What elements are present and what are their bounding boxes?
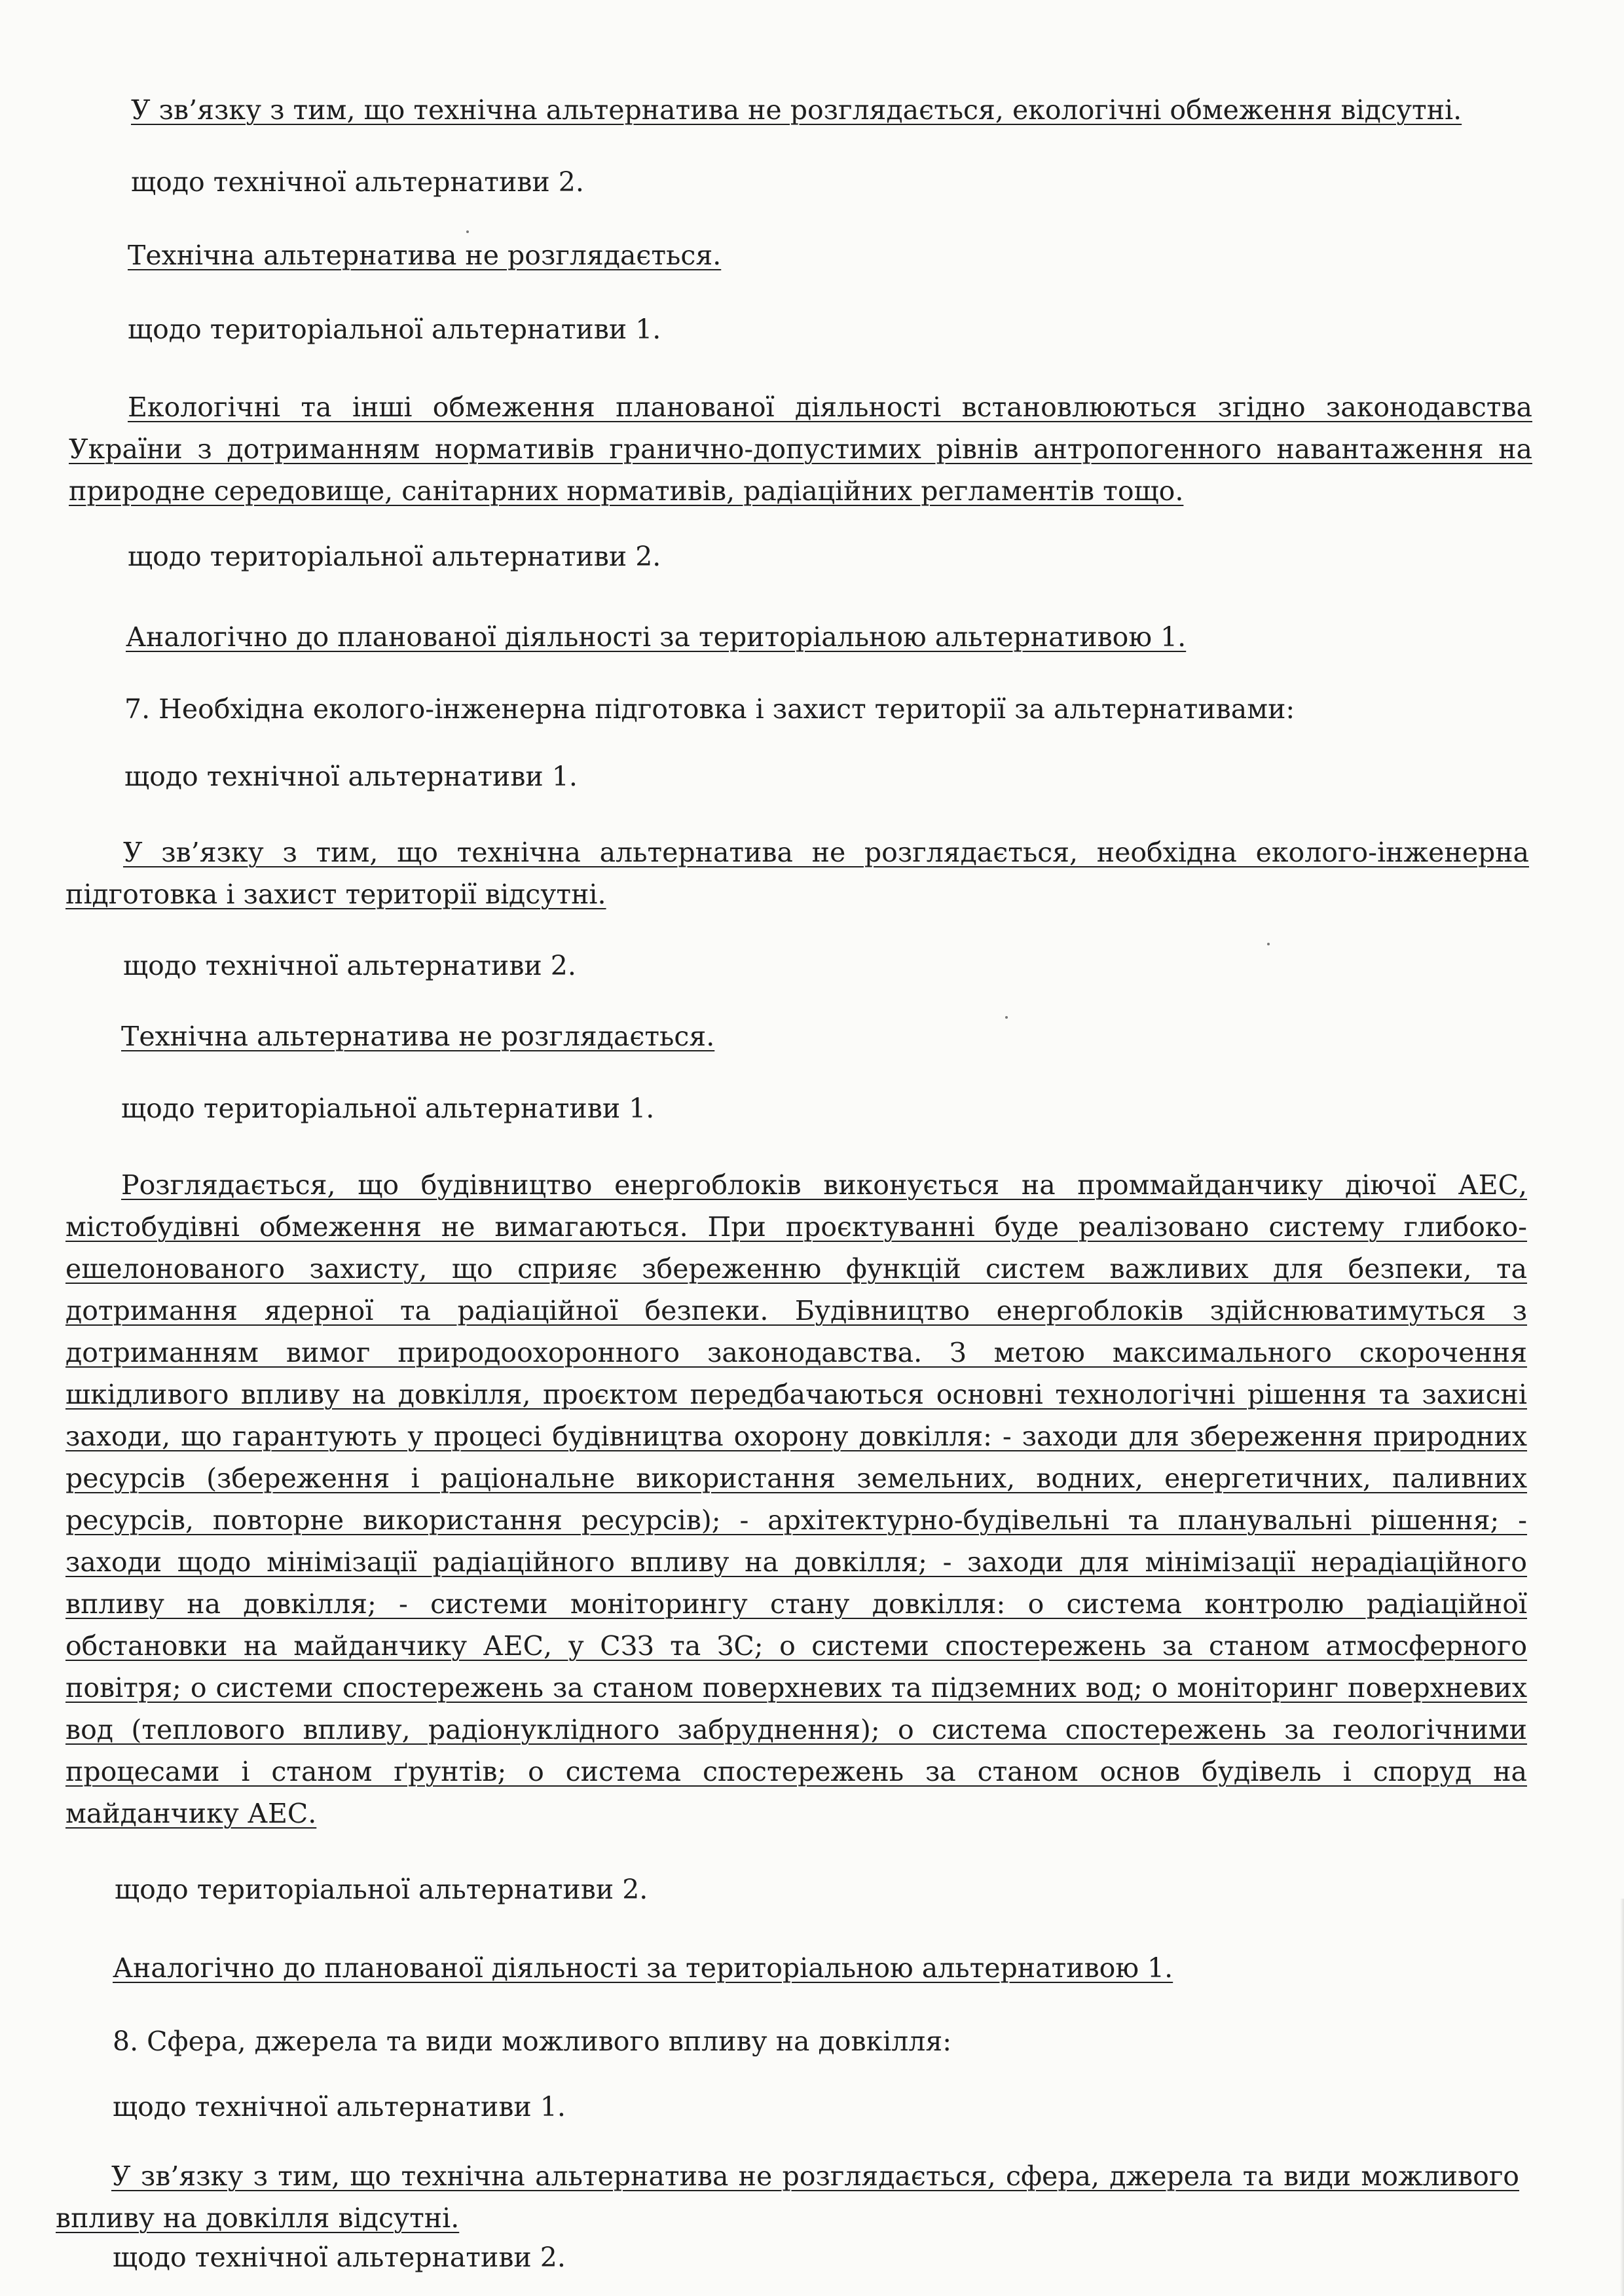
label-technical-alternative-1: щодо технічної альтернативи 1.: [113, 2091, 566, 2123]
scan-edge-shadow: [1620, 1899, 1624, 2296]
label-technical-alternative-2: щодо технічної альтернативи 2.: [123, 950, 576, 981]
paragraph-ecological-restrictions: Екологічні та інші обмеження планованої діяльності встановлюються згідно законодавства України з дотриманням нормативів гранично-допустимих рівнів антропогенного навантаження на природне середовище, санітарних нормативів, радіаційних регламентів тощо.: [69, 392, 1532, 507]
paragraph-engineering-preparation-absent: У зв’язку з тим, що технічна альтернатива не розглядається, необхідна еколого-інженерна підготовка і захист території відсутні.: [65, 837, 1529, 910]
label-technical-alternative-2: щодо технічної альтернативи 2.: [131, 166, 584, 198]
scan-speck: [1267, 943, 1270, 945]
label-territorial-alternative-1: щодо територіальної альтернативи 1.: [128, 314, 661, 345]
label-technical-alternative-2: щодо технічної альтернативи 2.: [113, 2242, 566, 2273]
paragraph-impact-sources-absent: У зв’язку з тим, що технічна альтернатива не розглядається, сфера, джерела та види можливого впливу на довкілля відсутні.: [56, 2160, 1519, 2234]
scan-speck: [466, 230, 469, 233]
label-technical-alternative-1: щодо технічної альтернативи 1.: [124, 761, 578, 792]
statement-same-as-territorial-1: Аналогічно до планованої діяльності за територіальною альтернативою 1.: [113, 1952, 1173, 1984]
statement-same-as-territorial-1: Аналогічно до планованої діяльності за територіальною альтернативою 1.: [126, 621, 1187, 653]
label-territorial-alternative-2: щодо територіальної альтернативи 2.: [115, 1874, 648, 1905]
scan-speck: [1005, 1016, 1008, 1019]
label-territorial-alternative-1: щодо територіальної альтернативи 1.: [121, 1093, 655, 1124]
paragraph-construction-measures: Розглядається, що будівництво енергоблоків виконується на проммайданчику діючої АЕС, містобудівні обмеження не вимагаються. При проєктуванні буде реалізовано систему глибоко-ешелонованого захисту, що сприяє збереженню функцій систем важливих для безпеки, та дотримання ядерної та радіаційної безпеки. Будівництво енергоблоків здійснюватимуться з дотриманням вимог природоохоронного законодавства. З метою максимального скорочення шкідливого впливу на довкілля, проєктом передбачаються основні технологічні рішення та захисні заходи, що гарантують у процесі будівництва охорону довкілля: - заходи для збереження природних ресурсів (збереження і раціональне використання земельних, водних, енергетичних, паливних ресурсів, повторне використання ресурсів); - архітектурно-будівельні та планувальні рішення; - заходи щодо мінімізації радіаційного впливу на довкілля; - заходи для мінімізації нерадіаційного впливу на довкілля; - системи моніторингу стану довкілля: о система контролю радіаційної обстановки на майданчику АЕС, у СЗЗ та ЗС; о системи спостережень за станом атмосферного повітря; о системи спостережень за станом поверхневих та підземних вод; о моніторинг поверхневих вод (теплового впливу, радіонуклідного забруднення); о система спостережень за геологічними процесами і станом ґрунтів; о система спостережень за станом основ будівель і споруд на майданчику АЕС.: [65, 1169, 1527, 1829]
statement-technical-alternative-not-considered: Технічна альтернатива не розглядається.: [121, 1021, 715, 1052]
statement-ecological-restrictions-absent: У зв’язку з тим, що технічна альтернатива не розглядається, екологічні обмеження відсутні.: [131, 94, 1462, 126]
label-territorial-alternative-2: щодо територіальної альтернативи 2.: [128, 541, 661, 572]
section-7-heading: 7. Необхідна еколого-інженерна підготовка і захист території за альтернативами:: [124, 693, 1295, 725]
section-8-heading: 8. Сфера, джерела та види можливого впливу на довкілля:: [113, 2026, 952, 2057]
statement-technical-alternative-not-considered: Технічна альтернатива не розглядається.: [128, 240, 722, 271]
